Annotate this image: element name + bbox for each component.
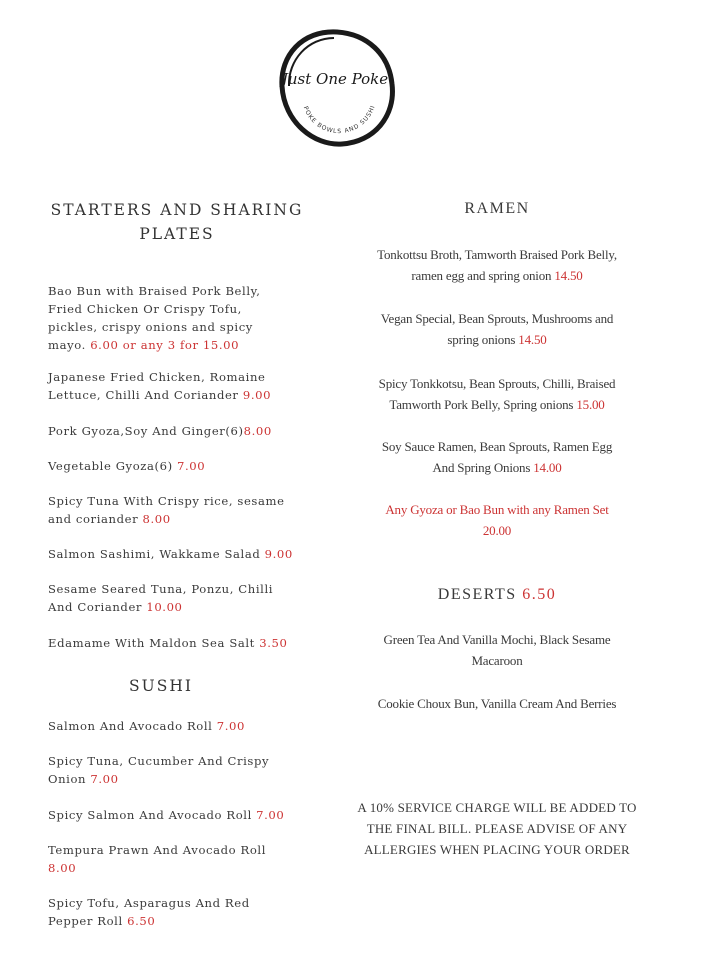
ramen-item-text: And Spring Onions [432, 460, 534, 475]
starter-item-price: 8.00 [243, 424, 272, 438]
starter-item-text: Salmon Sashimi, Wakkame Salad [48, 547, 265, 561]
sushi-item [48, 752, 306, 788]
ramen-item [336, 436, 658, 478]
desert-item [336, 693, 658, 714]
ramen-item-text: Spicy Tonkkotsu, Bean Sprouts, Chilli, Braised [378, 376, 616, 391]
starter-item [48, 492, 306, 528]
starter-item-text: Bao Bun with Braised Pork Belly, [48, 284, 261, 298]
starter-item-text: Fried Chicken Or Crispy Tofu, [48, 302, 242, 316]
starter-item [48, 282, 306, 354]
starter-item-text: Pork Gyoza,Soy And Ginger(6) [48, 424, 244, 438]
starter-item [48, 457, 306, 475]
logo-name: Just One Poke [281, 70, 389, 88]
starter-item-price: 6.00 or any 3 for 15.00 [90, 338, 240, 352]
desert-item-text: Green Tea And Vanilla Mochi, Black Sesame [383, 632, 611, 647]
ramen-item [336, 373, 658, 415]
sushi-item-price: 6.50 [127, 914, 156, 928]
sushi-item-text: Salmon And Avocado Roll [48, 719, 217, 733]
starter-item-text: Vegetable Gyoza(6) [48, 459, 178, 473]
sushi-item [48, 894, 306, 930]
ramen-item-text: Soy Sauce Ramen, Bean Sprouts, Ramen Egg [381, 439, 613, 454]
ramen-heading: RAMEN [464, 200, 530, 217]
sushi-item-text: Spicy Tofu, Asparagus And Red [48, 896, 250, 910]
starter-item-text: and coriander [48, 512, 143, 526]
ramen-set-offer: Any Gyoza or Bao Bun with any Ramen Set 20.00 [385, 502, 609, 538]
sushi-item-text: Spicy Tuna, Cucumber And Crispy [48, 754, 270, 768]
sushi-item-text: Pepper Roll [48, 914, 128, 928]
starter-item-price: 3.50 [259, 636, 288, 650]
starters-heading: STARTERS AND SHARING PLATES [50, 201, 304, 243]
ramen-item [336, 308, 658, 350]
logo-tagline: POKE BOWLS AND SUSHI [301, 104, 377, 136]
desert-item [336, 629, 658, 671]
sushi-item-text: Spicy Salmon And Avocado Roll [48, 808, 257, 822]
starter-item-text: And Coriander [48, 600, 147, 614]
starter-item [48, 580, 306, 616]
starter-item-text: Spicy Tuna With Crispy rice, sesame [48, 494, 285, 508]
ramen-item-text: Tamworth Pork Belly, Spring onions [389, 397, 577, 412]
ramen-item [336, 244, 658, 286]
ramen-item-price: 14.00 [533, 460, 562, 475]
sushi-heading: SUSHI [129, 677, 193, 695]
just-one-poke-logo [272, 24, 402, 154]
ramen-item-price: 15.00 [576, 397, 605, 412]
svg-text:POKE BOWLS AND SUSHI [302, 104, 377, 135]
starter-item [48, 422, 306, 440]
ramen-item-text: Tonkottsu Broth, Tamworth Braised Pork Belly, [377, 247, 617, 262]
service-charge-notice: A 10% SERVICE CHARGE WILL BE ADDED TO THE FINAL BILL. PLEASE ADVISE OF ANY ALLERGIES WHEN PLACING YOUR ORDER [357, 800, 637, 857]
starter-item-price: 9.00 [264, 547, 293, 561]
starter-item-price: 10.00 [146, 600, 183, 614]
ramen-item-text: Vegan Special, Bean Sprouts, Mushrooms and [380, 311, 614, 326]
starter-item-text: Edamame With Maldon Sea Salt [48, 636, 260, 650]
sushi-item [48, 841, 306, 877]
starter-item-price: 9.00 [242, 388, 272, 402]
starter-item [48, 634, 306, 652]
starter-item-price: 8.00 [142, 512, 171, 526]
starter-item [48, 368, 306, 404]
starter-item-text: Japanese Fried Chicken, Romaine [48, 370, 266, 384]
sushi-item-text: Tempura Prawn And Avocado Roll [48, 843, 267, 857]
sushi-item [48, 717, 306, 735]
sushi-item-text: Onion [48, 772, 91, 786]
ramen-item-price: 14.50 [518, 332, 547, 347]
ramen-item-price: 14.50 [554, 268, 583, 283]
sushi-item [48, 806, 306, 824]
deserts-price: 6.50 [522, 586, 557, 603]
starter-item-text: Lettuce, Chilli And Coriander [48, 388, 243, 402]
sushi-item-price: 7.00 [216, 719, 245, 733]
desert-item-text: Cookie Choux Bun, Vanilla Cream And Berries [377, 696, 617, 711]
sushi-item-price: 7.00 [90, 772, 119, 786]
starter-item-text: pickles, crispy onions and spicy [48, 320, 253, 334]
sushi-item-price: 8.00 [48, 861, 77, 875]
sushi-item-price: 7.00 [256, 808, 285, 822]
deserts-heading: DESERTS 6.50 [437, 586, 557, 603]
starter-item-price: 7.00 [177, 459, 206, 473]
starter-item-text: Sesame Seared Tuna, Ponzu, Chilli [48, 582, 274, 596]
starter-item [48, 545, 306, 563]
ramen-item-text: spring onions [447, 332, 519, 347]
starter-item-text: mayo. [48, 338, 91, 352]
desert-item-text: Macaroon [471, 653, 523, 668]
ramen-item-text: ramen egg and spring onion [411, 268, 555, 283]
